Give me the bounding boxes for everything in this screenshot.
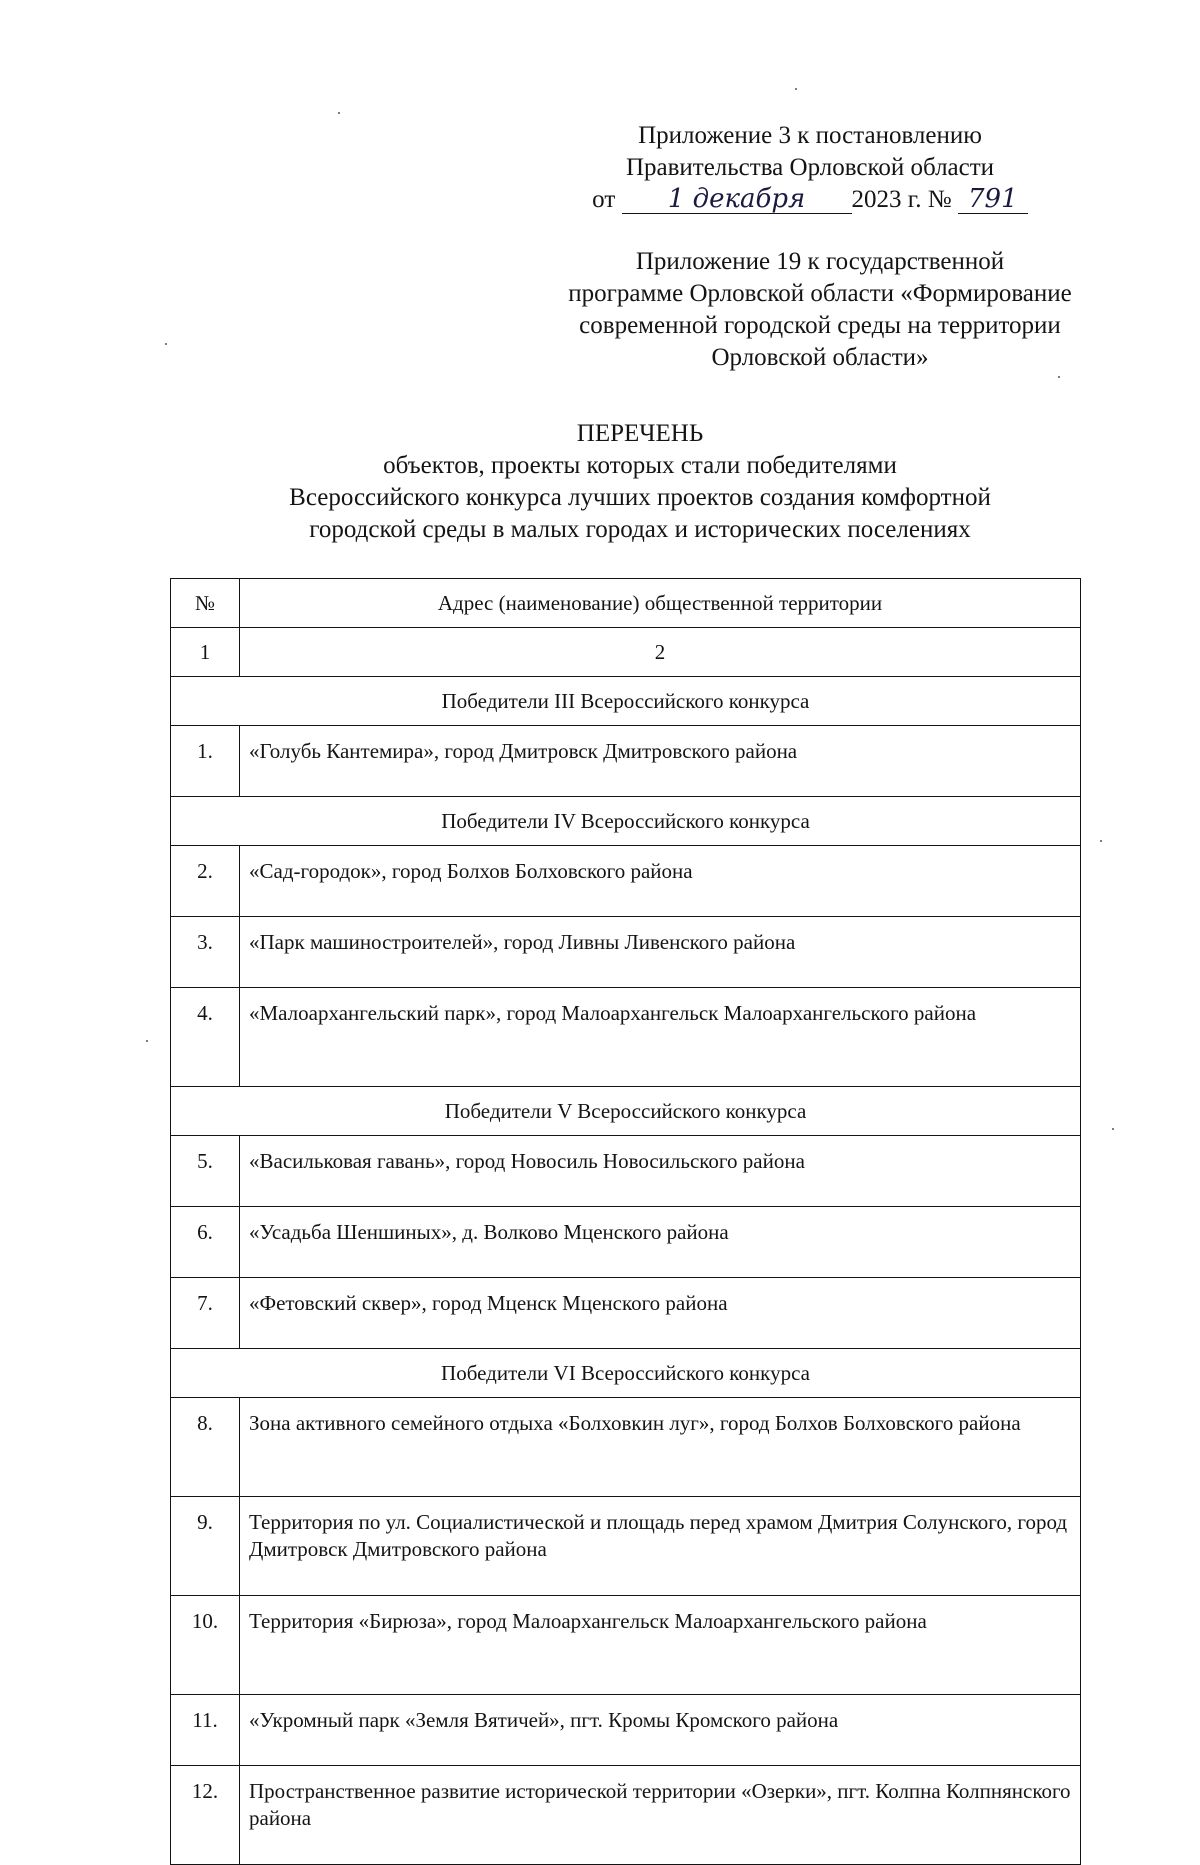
- title-line-1: объектов, проекты которых стали победителями: [383, 452, 897, 479]
- table-row: [171, 1596, 1081, 1695]
- year-and-number-label: 2023 г. №: [851, 186, 952, 213]
- table-row: [171, 1136, 1081, 1207]
- table-row: [171, 1695, 1081, 1766]
- row-address: «Сад-городок», город Болхов Болховского района: [240, 846, 1081, 917]
- appendix-19-line-4: Орловской области»: [711, 344, 929, 371]
- table-row: [171, 1278, 1081, 1349]
- row-number: 10.: [171, 1596, 240, 1695]
- header-address: Адрес (наименование) общественной территории: [240, 579, 1081, 628]
- group-title: Победители V Всероссийского конкурса: [171, 1087, 1081, 1136]
- appendix-19-line-2: программе Орловской области «Формирование: [568, 280, 1072, 307]
- handwritten-date: 1 декабря: [622, 185, 852, 214]
- scan-speck: [338, 112, 340, 114]
- objects-table: [170, 578, 1081, 1865]
- group-row: [171, 1349, 1081, 1398]
- appendix-19-header: [520, 246, 1120, 374]
- table-row: [171, 1207, 1081, 1278]
- row-address: Территория по ул. Социалистической и площадь перед храмом Дмитрия Солунского, город Дмитровск Дмитровского района: [240, 1497, 1081, 1596]
- table-row: [171, 726, 1081, 797]
- date-prefix: от: [592, 186, 616, 213]
- row-address: Пространственное развитие исторической территории «Озерки», пгт. Колпна Колпнянского района: [240, 1766, 1081, 1865]
- table-row: [171, 846, 1081, 917]
- header-number: №: [171, 579, 240, 628]
- appendix-3-line-1: Приложение 3 к постановлению: [638, 122, 982, 149]
- row-number: 1.: [171, 726, 240, 797]
- scan-speck: [1100, 840, 1102, 842]
- objects-table-body: [171, 579, 1081, 1865]
- table-row: [171, 1497, 1081, 1596]
- table-row: [171, 1766, 1081, 1865]
- appendix-3-line-2: Правительства Орловской области: [625, 154, 995, 181]
- scan-speck: [795, 88, 797, 90]
- title-heading: ПЕРЕЧЕНЬ: [576, 420, 704, 447]
- column-index-row: [171, 628, 1081, 677]
- appendix-3-header: [560, 120, 1060, 216]
- row-number: 7.: [171, 1278, 240, 1349]
- group-row: [171, 677, 1081, 726]
- row-address: «Малоархангельский парк», город Малоархангельск Малоархангельского района: [240, 988, 1081, 1087]
- row-address: Территория «Бирюза», город Малоархангельск Малоархангельского района: [240, 1596, 1081, 1695]
- row-number: 8.: [171, 1398, 240, 1497]
- group-title: Победители IV Всероссийского конкурса: [171, 797, 1081, 846]
- group-title: Победители III Всероссийского конкурса: [171, 677, 1081, 726]
- group-row: [171, 797, 1081, 846]
- document-title: [160, 418, 1120, 546]
- table-header-row: [171, 579, 1081, 628]
- row-number: 5.: [171, 1136, 240, 1207]
- table-row: [171, 917, 1081, 988]
- row-address: «Укромный парк «Земля Вятичей», пгт. Кромы Кромского района: [240, 1695, 1081, 1766]
- group-row: [171, 1087, 1081, 1136]
- row-address: «Усадьба Шеншиных», д. Волково Мценского района: [240, 1207, 1081, 1278]
- appendix-19-line-1: Приложение 19 к государственной: [635, 248, 1005, 275]
- title-line-2: Всероссийского конкурса лучших проектов создания комфортной: [289, 484, 991, 511]
- column-index-1: 1: [171, 628, 240, 677]
- column-index-2: 2: [240, 628, 1081, 677]
- scan-speck: [165, 343, 167, 345]
- row-number: 4.: [171, 988, 240, 1087]
- row-address: Зона активного семейного отдыха «Болховкин луг», город Болхов Болховского района: [240, 1398, 1081, 1497]
- group-title: Победители VI Всероссийского конкурса: [171, 1349, 1081, 1398]
- appendix-19-line-3: современной городской среды на территории: [579, 312, 1061, 339]
- row-address: «Васильковая гавань», город Новосиль Новосильского района: [240, 1136, 1081, 1207]
- appendix-3-date-line: [560, 184, 1060, 216]
- row-address: «Голубь Кантемира», город Дмитровск Дмитровского района: [240, 726, 1081, 797]
- row-number: 11.: [171, 1695, 240, 1766]
- scan-speck: [146, 1040, 148, 1042]
- row-number: 2.: [171, 846, 240, 917]
- row-number: 3.: [171, 917, 240, 988]
- row-number: 6.: [171, 1207, 240, 1278]
- table-row: [171, 988, 1081, 1087]
- scan-speck: [1058, 376, 1060, 378]
- row-address: «Парк машиностроителей», город Ливны Ливенского района: [240, 917, 1081, 988]
- row-number: 9.: [171, 1497, 240, 1596]
- table-row: [171, 1398, 1081, 1497]
- scan-speck: [1112, 1128, 1114, 1130]
- row-number: 12.: [171, 1766, 240, 1865]
- title-line-3: городской среды в малых городах и исторических поселениях: [309, 516, 971, 543]
- handwritten-number: 791: [958, 185, 1028, 214]
- row-address: «Фетовский сквер», город Мценск Мценского района: [240, 1278, 1081, 1349]
